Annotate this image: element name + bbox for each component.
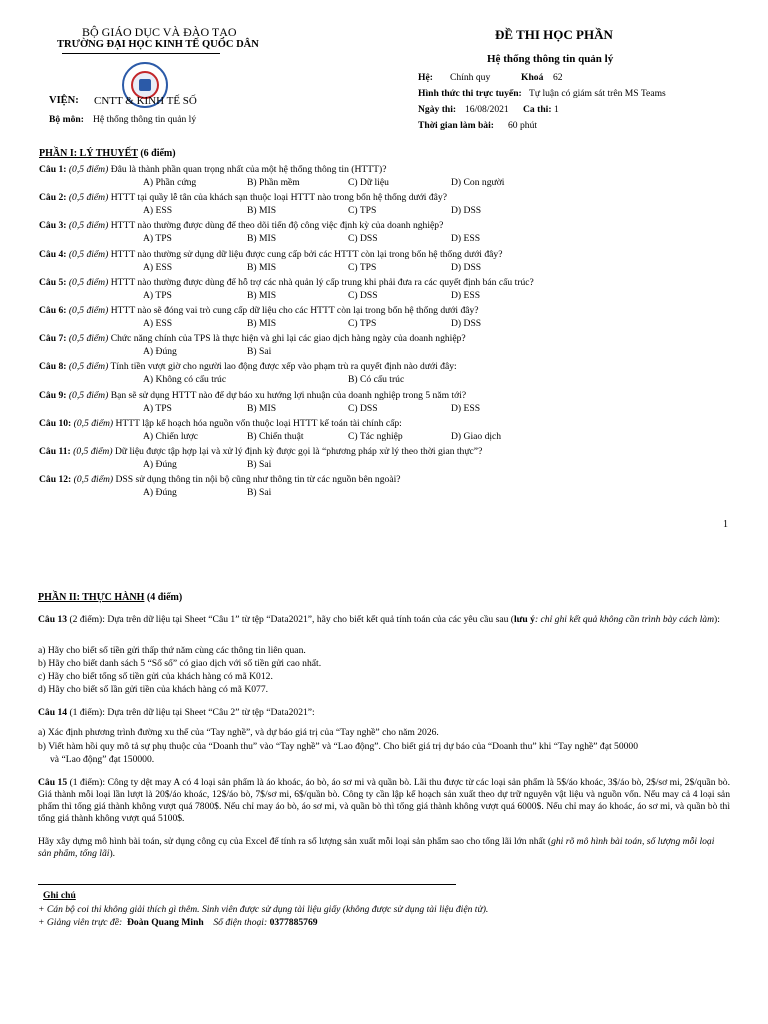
q13-note: : chỉ ghi kết quả không cần trình bày cách làm [534,614,714,625]
question-text: Tính tiền vượt giờ cho người lao động được xếp vào phạm trù ra quyết định nào dưới đây: [110,361,457,372]
question-text: HTTT nào thường được dùng để theo dõi tiến độ công việc định kỳ của doanh nghiệp? [110,220,444,231]
answer-option-a: A) ESS [143,318,173,329]
answer-option-c: C) Dữ liệu [348,177,389,188]
question-number: Câu 8: [39,361,67,372]
question-number: Câu 7: [39,333,67,344]
duration-label: Thời gian làm bài: [418,120,494,131]
question-5 [39,277,534,289]
question-points: (0,5 điểm) [73,446,113,457]
shift-value: 1 [554,104,559,115]
answer-option-c: C) TPS [348,318,377,329]
question-text: HTTT nào sẽ đóng vai trò cung cấp dữ liệu cho các HTTT còn lại trong bốn hệ thống dưới đây? [110,305,479,316]
answer-option-a: A) Đúng [143,346,177,357]
question-8 [39,361,457,373]
question-number: Câu 1: [39,164,67,175]
q13-points: (2 điểm): [69,614,105,625]
question-points: (0,5 điểm) [68,390,109,401]
phone-label: Số điện thoại: [213,917,268,928]
question-points: (0,5 điểm) [68,277,109,288]
question-points: (0,5 điểm) [68,249,109,260]
question-points: (0,5 điểm) [68,305,109,316]
notes-title: Ghi chú [43,890,76,901]
question-text: DSS sử dụng thông tin nội bộ cũng như thông tin từ các nguồn bên ngoài? [115,474,401,485]
answer-option-d: D) DSS [451,262,482,273]
answer-option-d: D) ESS [451,290,481,301]
question-text: Đâu là thành phần quan trọng nhất của một hệ thống thông tin (HTTT)? [110,164,387,175]
q14-text: Dựa trên dữ liệu tại Sheet “Câu 2” từ tệp “Data2021”: [107,707,315,718]
question-number: Câu 11: [39,446,71,457]
part2-heading [38,592,182,603]
answer-option-b: B) Sai [247,459,272,470]
answer-option-c: C) TPS [348,262,377,273]
lecturer-name: Đoàn Quang Minh [126,917,204,928]
answer-option-b: B) Sai [247,487,272,498]
question-10 [39,418,402,430]
cohort-value: 62 [553,72,563,83]
question-points: (0,5 điểm) [68,192,109,203]
question-number: Câu 5: [39,277,67,288]
shift-label: Ca thi: [523,104,552,115]
question-number: Câu 3: [39,220,67,231]
answer-option-b: B) MIS [247,233,277,244]
question-number: Câu 12: [39,474,72,485]
q13-item-d: d) Hãy cho biết số lần gửi tiền của khách hàng có mã K077. [38,684,269,695]
exam-title: ĐỀ THI HỌC PHẦN [495,27,613,42]
format-value: Tự luận có giám sát trên MS Teams [529,88,666,99]
q13-note-label: lưu ý [513,614,535,625]
answer-option-a: A) TPS [143,290,172,301]
question-7 [39,333,466,345]
part1-title: PHẦN I: LÝ THUYẾT [39,148,138,159]
question-12 [39,474,401,486]
answer-option-a: A) ESS [143,262,173,273]
q14-item-b: b) Viết hàm hồi quy mô tả sự phụ thuộc của “Doanh thu” vào “Tay nghề” và “Lao động”. Cho biết giá trị dự báo của “Doanh thu” khi “Tay nghề” đạt 50000 [38,741,639,752]
date-label: Ngày thi: [418,104,457,115]
date-value: 16/08/2021 [465,104,509,115]
question-text: HTTT lập kế hoạch hóa nguồn vốn thuộc loại HTTT kế toán tài chính cấp: [115,418,402,429]
question-4 [39,249,502,261]
notes-divider [38,884,456,885]
question-1 [39,164,386,176]
q15-prompt [38,777,730,825]
q15-task [38,836,730,860]
question-text: Chức năng chính của TPS là thực hiện và ghi lại các giao dịch hàng ngày của doanh nghiệp? [110,333,466,344]
answer-option-b: B) Phần mềm [247,177,300,188]
question-3 [39,220,443,232]
q15-task-close: ). [109,848,116,859]
notes-line-2 [38,917,318,928]
institute-label: VIỆN: [49,95,79,106]
system-value: Chính quy [450,72,491,83]
answer-option-a: A) Đúng [143,459,177,470]
institute-value: CNTT & KINH TẾ SỐ [94,95,197,107]
question-points: (0,5 điểm) [68,220,109,231]
q14-number: Câu 14 [38,707,68,718]
q13-item-a: a) Hãy cho biết số tiền gửi thấp thứ năm cùng các thông tin liên quan. [38,645,306,656]
q15-task-note: ghi rõ mô hình bài toán, số lượng mỗi loại sản phẩm, tổng lãi [38,836,715,859]
answer-option-d: D) ESS [451,233,481,244]
question-text: Dữ liệu được tập hợp lại và xử lý định kỳ được gọi là “phương pháp xử lý theo thời gian thực”? [114,446,483,457]
question-number: Câu 6: [39,305,67,316]
page-number: 1 [723,519,728,530]
answer-option-d: D) Con người [451,177,505,188]
course-name: Hệ thống thông tin quản lý [487,53,614,65]
part2-points: (4 điểm) [146,592,183,603]
answer-option-b: B) Chiến thuật [247,431,304,442]
answer-option-c: C) DSS [348,233,378,244]
question-points: (0,5 điểm) [68,164,109,175]
header-divider [62,53,220,54]
question-points: (0,5 điểm) [68,333,109,344]
university-name: TRƯỜNG ĐẠI HỌC KINH TẾ QUỐC DÂN [57,39,259,50]
question-number: Câu 2: [39,192,67,203]
question-2 [39,192,447,204]
answer-option-b: B) MIS [247,318,277,329]
format-label: Hình thức thi trực tuyến: [418,88,522,99]
answer-option-c: C) DSS [348,290,378,301]
question-points: (0,5 điểm) [68,361,109,372]
q14-prompt [38,707,315,719]
answer-option-a: A) Không có cấu trúc [143,374,227,385]
answer-option-a: A) Đúng [143,487,177,498]
answer-option-a: A) TPS [143,403,172,414]
department-label: Bộ môn: [49,114,84,125]
q15-number: Câu 15 [38,777,68,788]
ministry-name: BỘ GIÁO DỤC VÀ ĐÀO TẠO [82,25,237,39]
answer-option-b: B) MIS [247,262,277,273]
question-number: Câu 4: [39,249,67,260]
answer-option-d: D) DSS [451,318,482,329]
answer-option-a: A) Phần cứng [143,177,197,188]
department-value: Hệ thống thông tin quản lý [93,114,197,125]
lecturer-label: + Giảng viên trực đề: [38,917,123,928]
question-text: Bạn sẽ sử dụng HTTT nào để dự báo xu hướng lợi nhuận của doanh nghiệp trong 5 năm tới? [110,390,467,401]
question-6 [39,305,479,317]
answer-option-b: B) MIS [247,403,277,414]
cohort-label: Khoá [521,72,544,83]
question-points: (0,5 điểm) [73,418,114,429]
q15-points: (1 điểm): [69,777,106,788]
answer-option-c: C) DSS [348,403,378,414]
answer-option-b: B) Có cấu trúc [348,374,405,385]
part1-points: (6 điểm) [140,148,176,159]
question-number: Câu 10: [39,418,72,429]
answer-option-b: B) MIS [247,205,277,216]
answer-option-a: A) Chiến lược [143,431,199,442]
q13-item-b: b) Hãy cho biết danh sách 5 “Sổ sổ” có giao dịch với số tiền gửi cao nhất. [38,658,322,669]
q14-points: (1 điểm): [69,707,105,718]
question-points: (0,5 điểm) [73,474,114,485]
phone-number: 0377885769 [269,917,318,928]
part1-heading [39,148,176,159]
answer-option-c: C) TPS [348,205,377,216]
question-text: HTTT tại quầy lễ tân của khách sạn thuộc loại HTTT nào trong bốn hệ thống dưới đây? [110,192,447,203]
q14-item-b-cont: và “Lao động” đạt 150000. [50,754,155,765]
question-number: Câu 9: [39,390,67,401]
q14-item-a: a) Xác định phương trình đường xu thế của “Tay nghề”, và dự báo giá trị của “Tay nghề” cho năm 2026. [38,727,439,738]
answer-option-d: D) Giao dịch [451,431,502,442]
question-11 [39,446,482,458]
q13-text: Dựa trên dữ liệu tại Sheet “Câu 1” từ tệp “Data2021”, hãy cho biết kết quả tính toán của các yêu cầu sau ( [107,614,514,625]
answer-option-d: D) DSS [451,205,482,216]
question-9 [39,390,466,402]
answer-option-b: B) Sai [247,346,272,357]
q13-item-c: c) Hãy cho biết tổng số tiền gửi của khách hàng có mã K012. [38,671,273,682]
system-label: Hệ: [418,72,433,83]
answer-option-a: A) TPS [143,233,172,244]
q15-task-text: Hãy xây dựng mô hình bài toán, sử dụng công cụ của Excel để tính ra số lượng sản xuất mỗi loại sản phẩm sao cho tổng lãi lớn nhất ( [38,836,552,847]
duration-value: 60 phút [508,120,538,131]
answer-option-a: A) ESS [143,205,173,216]
notes-line-1: + Cán bộ coi thi không giải thích gì thêm. Sinh viên được sử dụng tài liệu giấy (không được sử dụng tài liệu điện tử). [38,904,489,915]
question-text: HTTT nào thường sử dụng dữ liệu được cung cấp bởi các HTTT còn lại trong bốn hệ thống dưới đây? [110,249,503,260]
question-text: HTTT nào thường được dùng để hỗ trợ các nhà quản lý cấp trung khi phải đưa ra các quyết định bán cấu trúc? [110,277,534,288]
q13-close: ): [714,614,720,625]
part2-title: PHẦN II: THỰC HÀNH [38,592,145,603]
answer-option-d: D) ESS [451,403,481,414]
answer-option-c: C) Tác nghiệp [348,431,403,442]
q13-number: Câu 13 [38,614,68,625]
q13-prompt [38,614,730,626]
q15-text: Công ty dệt may A có 4 loại sản phẩm là áo khoác, áo bò, áo sơ mi và quần bò. Lãi thu được từ các loại sản phẩm là 5$/áo khoác, 3$/áo bò, 2$/sơ mi, 2$/quần bò. Giá thành mỗi loại lần lượt là 20$/áo khoác, 12$/áo bò, 7$/sơ mi, 6$/quần bò. Công ty cần lập kế hoạch sản xuất theo dự trữ nguyên vật liệu và nguồn vốn. Nếu may cả 4 loại sản phẩm thì tổng giá thành không vượt quá 7800$. Nếu chỉ may áo bò, áo sơ mi, và quần bò thì tổng giá thành không vượt quá 6000$. Nếu chỉ may áo khoác, áo sơ mi, và quần bò thì tổng giá thành không vượt quá 5100$. [38,777,731,824]
answer-option-b: B) MIS [247,290,277,301]
